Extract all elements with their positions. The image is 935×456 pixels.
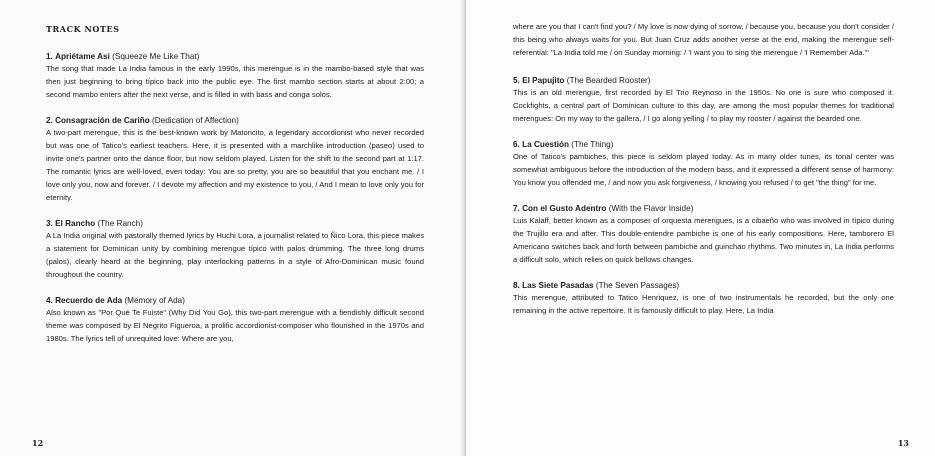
- track-subtitle: (The Seven Passages): [595, 281, 680, 290]
- track-notes: This merengue, attributed to Tatico Henriquez, is one of two instrumentals he recorded, but the only one remaining in the active repertoire. It is famously difficult to play. Here, La India: [513, 293, 894, 315]
- track-heading: [513, 203, 894, 214]
- track-number: 5.: [513, 76, 520, 85]
- track-notes: One of Tatico's pambiches, this piece is seldom played today. As in many older tunes, its tonal center was somewhat ambiguous before the introduction of the modern bass, and it expressed a different sense of harmony: You know you offended me, / and now you ask forgiveness, / knowing you refused / to get "the thing" for me.: [513, 152, 894, 187]
- track-title: Con el Gusto Adentro: [522, 204, 607, 213]
- track-3: [46, 218, 424, 281]
- track-subtitle: (Dedication of Affection): [152, 116, 239, 125]
- left-page: [0, 0, 466, 456]
- page-number: 12: [32, 438, 44, 448]
- track-subtitle: (Memory of Ada): [124, 296, 185, 305]
- track-title: Apriétame Asi: [55, 52, 110, 61]
- section-title: TRACK NOTES: [46, 24, 120, 34]
- track-notes: A two-part merengue, this is the best-known work by Matoncito, a legendary accordionist who never recorded but was one of Tatico's earliest teachers. Here, it is presented with a marchlike introduction (paseo) used to invite one's partner onto the dance floor, but now seldom played. Listen for the shift to the second part at 1:17. The romantic lyrics are well-loved, even today: You are so pretty, you are so beautiful that you enchant me. / I love only you, now and forever. / I devote my affection and my existence to you, / And I mean to love only you for eternity.: [46, 128, 424, 202]
- track-heading: [513, 75, 894, 86]
- track-5: [513, 75, 894, 125]
- track-notes: A La India original with pastorally themed lyrics by Huchi Lora, a journalist related to Ñico Lora, this piece makes a statement for Dominican unity by combining merengue típico with palos drumming. The three long drums (palos), clearly heard at the beginning, play interlocking patterns in a style of Afro-Dominican music found throughout the country.: [46, 231, 424, 279]
- track-heading: [513, 139, 894, 150]
- track-subtitle: (Squeeze Me Like That): [112, 52, 200, 61]
- track-7: [513, 203, 894, 266]
- track-8: [513, 280, 894, 317]
- track-notes: This is an old merengue, first recorded by El Trio Reynoso in the 1950s. No one is sure who composed it. Cockfights, a central part of Dominican culture to this day, are among the most popular themes for traditional merengues: On my way to the gallera, / I go along yelling / to play my rooster / against the bearded one.: [513, 88, 894, 123]
- track-number: 6.: [513, 140, 520, 149]
- track-number: 2.: [46, 116, 53, 125]
- track-title: Consagración de Cariño: [55, 116, 150, 125]
- track-2: [46, 115, 424, 204]
- track-subtitle: (With the Flavor Inside): [608, 204, 694, 213]
- track-number: 4.: [46, 296, 53, 305]
- track-1: [46, 51, 424, 101]
- track-subtitle: (The Bearded Rooster): [566, 76, 651, 85]
- page-number: 13: [897, 438, 909, 448]
- track-subtitle: (The Thing): [571, 140, 614, 149]
- track-number: 7.: [513, 204, 520, 213]
- track-6: [513, 139, 894, 189]
- track-notes: Luis Kalaff, better known as a composer of orquesta merengues, is a cibaeño who was involved in típico during the Trujillo era and after. This double-entendre pambiche is one of his early compositions. Here, tamborero El Americano switches back and forth between pambiche and guinchao rhythms. Two minutes in, La India performs a difficult solo, which relies on quick bellows changes.: [513, 216, 894, 264]
- track-number: 8.: [513, 281, 520, 290]
- track-heading: [513, 280, 894, 291]
- track-4: [46, 295, 424, 345]
- track-number: 1.: [46, 52, 53, 61]
- track-notes: Also known as "Por Qué Te Fuiste" (Why Did You Go), this two-part merengue with a fiendishly difficult second theme was composed by El Negrito Figueroa, a prolific accordionist-composer who flourished in the 1970s and 1980s. The lyrics tell of unrequited love: Where are you,: [46, 308, 424, 343]
- track-subtitle: (The Ranch): [97, 219, 143, 228]
- track-heading: [46, 295, 424, 306]
- track-heading: [46, 51, 424, 62]
- track-title: El Rancho: [55, 219, 96, 228]
- right-page: [466, 0, 935, 456]
- track-title: La Cuestión: [522, 140, 569, 149]
- track-heading: [46, 115, 424, 126]
- track-title: Recuerdo de Ada: [55, 296, 123, 305]
- continued-text: where are you that I can't find you? / My love is now dying of sorrow, / because you, because you don't consider / this being who always waits for you. But Juan Cruz adds another verse at the end, making the merengue self-referential: "La India told me / on Sunday morning: / 'I want you to sing the merengue / 'I Remember Ada.'": [513, 22, 894, 57]
- track-number: 3.: [46, 219, 53, 228]
- track-notes: The song that made La India famous in the early 1990s, this merengue is in the mambo-based style that was then just beginning to bring típico back into the public eye. The first mambo section starts at about 2:00; a second mambo enters after the next verse, and is filled in with bass and conga solos.: [46, 64, 424, 99]
- track-title: El Papujito: [522, 76, 565, 85]
- track-heading: [46, 218, 424, 229]
- track-title: Las Siete Pasadas: [522, 281, 594, 290]
